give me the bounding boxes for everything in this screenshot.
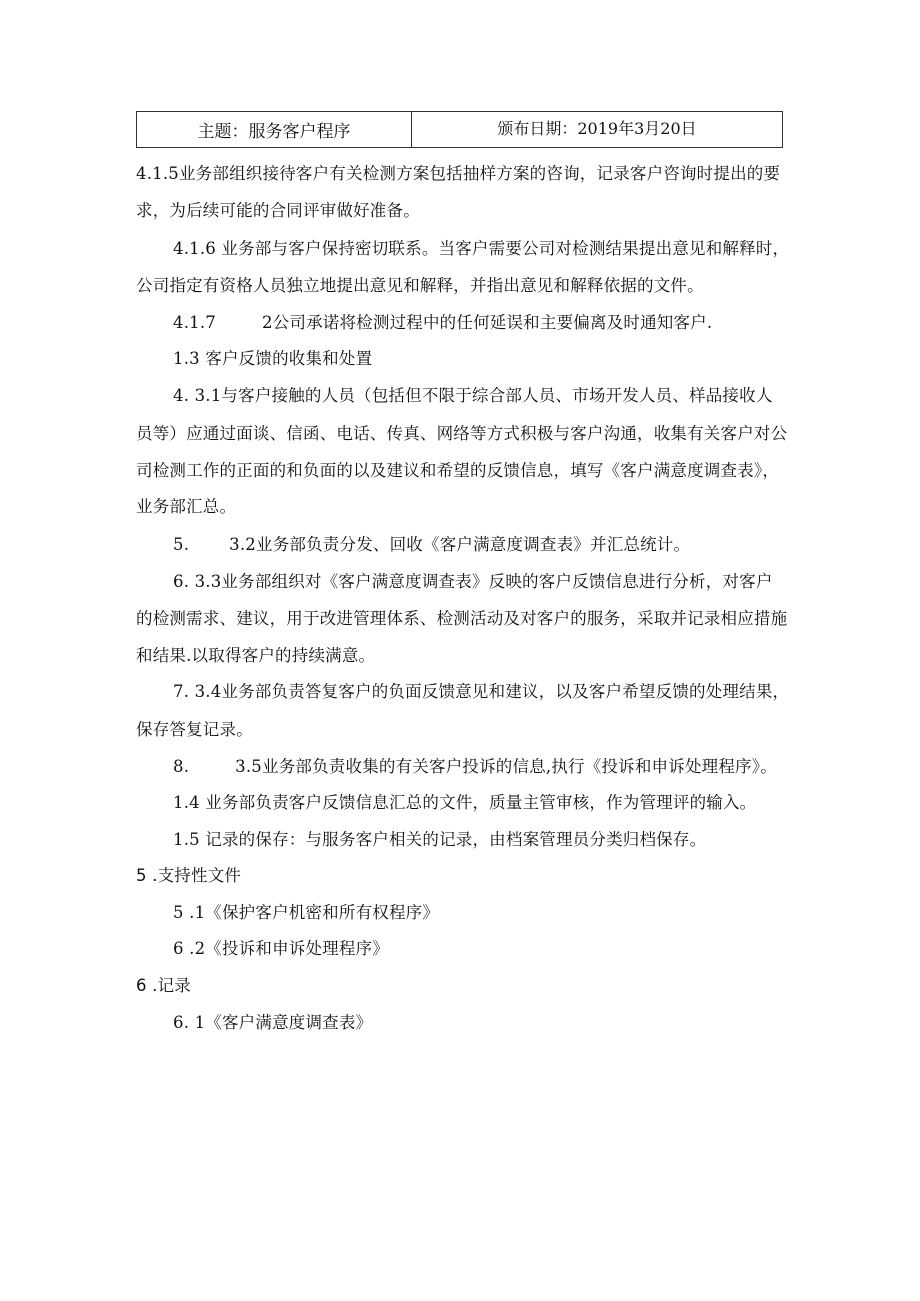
paragraph-line: 4.1.5业务部组织接待客户有关检测方案包括抽样方案的咨询，记录客户咨询时提出的要 — [136, 164, 781, 183]
subject-cell: 主题：服务客户程序 — [137, 112, 412, 147]
paragraph-line: 求，为后续可能的合同评审做好准备。 — [136, 201, 420, 220]
section-heading: 1.5 记录的保存：与服务客户相关的记录，由档案管理员分类归档保存。 — [173, 830, 707, 849]
paragraph-line: 业务部汇总。 — [136, 497, 237, 516]
header-table — [136, 111, 783, 148]
issue-date-cell: 颁布日期：2019年3月20日 — [497, 119, 697, 138]
clause-number: 5. — [173, 535, 190, 554]
clause-text: 3.5业务部负责收集的有关客户投诉的信息,执行《投诉和申诉处理程序》。 — [235, 757, 777, 776]
paragraph-line: 的检测需求、建议，用于改进管理体系、检测活动及对客户的服务，采取并记录相应措施 — [136, 609, 788, 628]
clause-number: 8. — [173, 757, 190, 776]
paragraph-line: 员等）应通过面谈、信函、电话、传真、网络等方式积极与客户沟通，收集有关客户对公 — [136, 424, 788, 443]
reference-item: 6 .2《投诉和申诉处理程序》 — [173, 939, 389, 958]
paragraph-line: 公司指定有资格人员独立地提出意见和解释，并指出意见和解释依据的文件。 — [136, 276, 704, 295]
chapter-heading: 5 .支持性文件 — [136, 866, 242, 885]
paragraph-line: 司检测工作的正面的和负面的以及建议和希望的反馈信息，填写《客户满意度调查表》， — [136, 461, 780, 480]
chapter-heading: 6 .记录 — [136, 976, 191, 995]
paragraph-line: 保存答复记录。 — [136, 720, 253, 739]
clause-text: 3.2业务部负责分发、回收《客户满意度调查表》并汇总统计。 — [229, 535, 691, 554]
paragraph-line: 4. 3.1与客户接触的人员（包括但不限于综合部人员、市场开发人员、样品接收人 — [173, 386, 773, 405]
paragraph-line: 和结果.以取得客户的持续满意。 — [136, 646, 376, 665]
paragraph-line — [173, 313, 712, 333]
reference-item: 6. 1《客户满意度调查表》 — [173, 1013, 373, 1032]
paragraph-line: 6. 3.3业务部组织对《客户满意度调查表》反映的客户反馈信息进行分析，对客户 — [173, 572, 773, 591]
section-heading: 1.3 客户反馈的收集和处置 — [173, 349, 373, 368]
clause-text: 2公司承诺将检测过程中的任何延误和主要偏离及时通知客户. — [261, 313, 713, 332]
clause-number: 4.1.7 — [173, 313, 216, 332]
reference-item: 5 .1《保护客户机密和所有权程序》 — [173, 903, 440, 922]
paragraph-line: 7. 3.4业务部负责答复客户的负面反馈意见和建议，以及客户希望反馈的处理结果， — [173, 682, 790, 701]
paragraph-line — [173, 535, 690, 555]
paragraph-line — [173, 757, 777, 777]
paragraph-line: 4.1.6 业务部与客户保持密切联系。当客户需要公司对检测结果提出意见和解释时， — [173, 239, 790, 258]
section-heading: 1.4 业务部负责客户反馈信息汇总的文件，质量主管审核，作为管理评的输入。 — [173, 793, 757, 812]
